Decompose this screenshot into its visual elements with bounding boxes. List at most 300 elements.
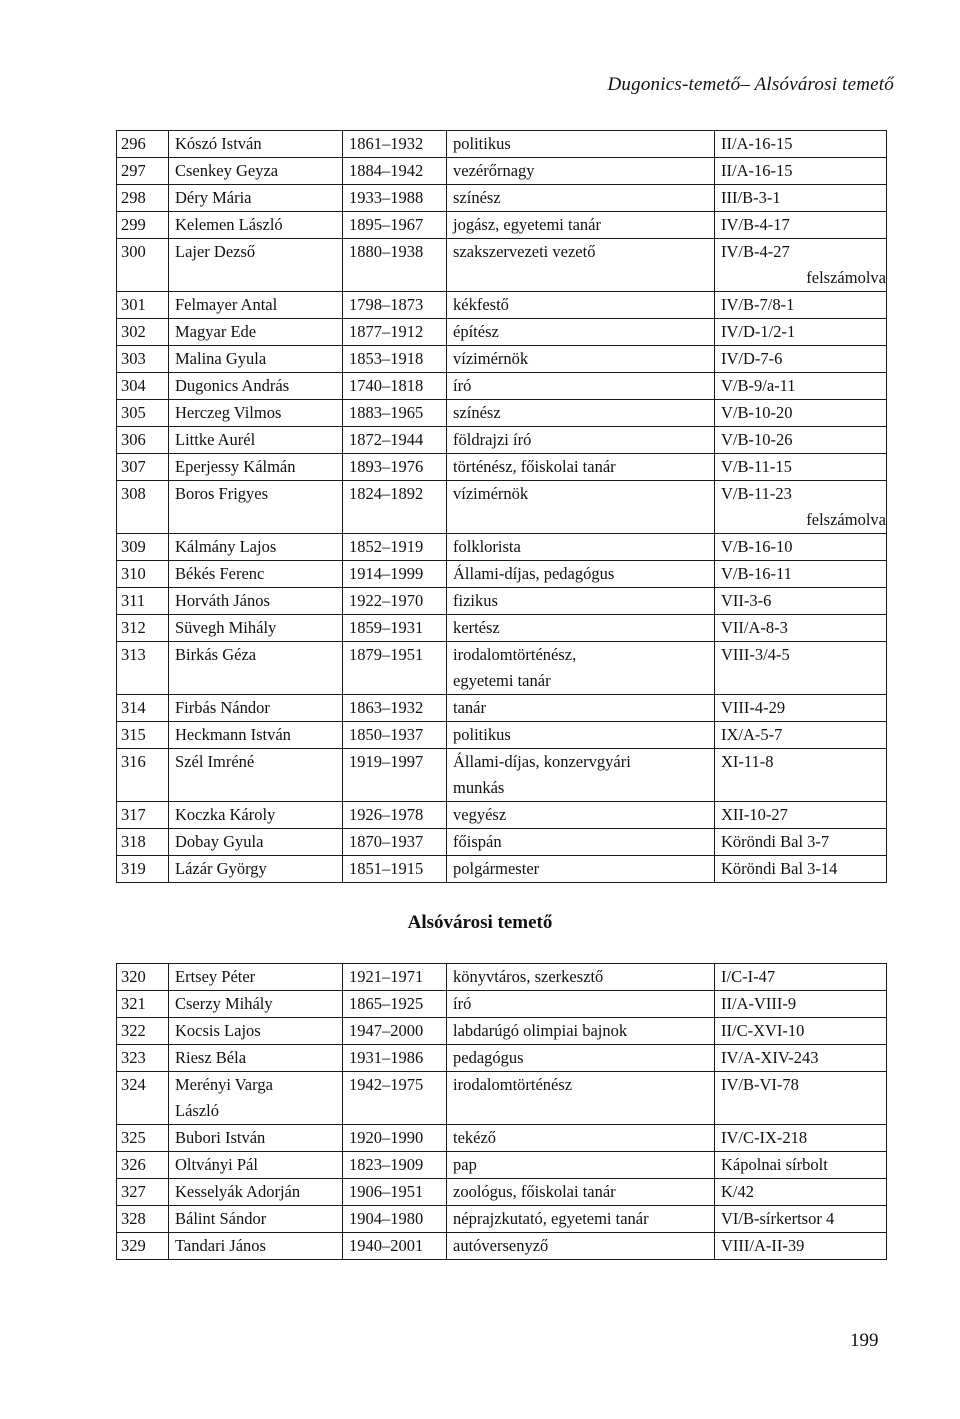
table-row <box>117 427 887 454</box>
cell-grave-location-line: felszámolva <box>806 510 886 529</box>
cell-number: 323 <box>117 1045 169 1072</box>
cell-occupation-line: vízimérnök <box>453 484 529 503</box>
cell-grave-location-line: IV/B-7/8-1 <box>721 295 795 314</box>
cell-years: 1863–1932 <box>343 695 447 722</box>
cell-name <box>169 481 343 534</box>
cell-name-line: Riesz Béla <box>175 1048 247 1067</box>
cell-name-line: Herczeg Vilmos <box>175 403 282 422</box>
cell-name <box>169 1072 343 1125</box>
cell-occupation <box>447 1233 715 1260</box>
cell-grave-location-line: III/B-3-1 <box>721 188 781 207</box>
cell-name <box>169 695 343 722</box>
cell-years: 1865–1925 <box>343 991 447 1018</box>
cell-grave-location <box>715 964 887 991</box>
cell-occupation-line: polgármester <box>453 859 540 878</box>
cell-occupation <box>447 991 715 1018</box>
cell-occupation-line: színész <box>453 188 501 207</box>
cell-number: 314 <box>117 695 169 722</box>
cell-grave-location-line: VI/B-sírkertsor 4 <box>721 1209 835 1228</box>
cell-grave-location <box>715 1072 887 1125</box>
cell-name-line: Déry Mária <box>175 188 252 207</box>
cell-grave-location-line: V/B-11-15 <box>721 457 792 476</box>
cell-name-line: Oltványi Pál <box>175 1155 258 1174</box>
cell-number: 321 <box>117 991 169 1018</box>
cell-years: 1922–1970 <box>343 588 447 615</box>
cell-occupation-line: zoológus, főiskolai tanár <box>453 1182 616 1201</box>
cell-number: 302 <box>117 319 169 346</box>
cell-occupation <box>447 1072 715 1125</box>
cell-occupation <box>447 346 715 373</box>
cell-occupation-line: pap <box>453 1155 477 1174</box>
cell-grave-location-line: VIII-4-29 <box>721 698 786 717</box>
cell-grave-location-line: VIII/A-II-39 <box>721 1236 805 1255</box>
cell-name-line: Eperjessy Kálmán <box>175 457 296 476</box>
cell-name-line: Merényi Varga <box>175 1075 273 1094</box>
cell-occupation-line: irodalomtörténész <box>453 1075 573 1094</box>
cell-years: 1942–1975 <box>343 1072 447 1125</box>
cell-grave-location-line: V/B-9/a-11 <box>721 376 796 395</box>
cell-years: 1824–1892 <box>343 481 447 534</box>
running-header: Dugonics-temető– Alsóvárosi temető <box>607 74 894 95</box>
table-row <box>117 588 887 615</box>
cell-occupation-line: főispán <box>453 832 502 851</box>
cell-occupation <box>447 722 715 749</box>
cell-name <box>169 185 343 212</box>
cell-number: 329 <box>117 1233 169 1260</box>
cell-years: 1870–1937 <box>343 829 447 856</box>
cell-grave-location <box>715 802 887 829</box>
table-row <box>117 695 887 722</box>
cell-occupation <box>447 373 715 400</box>
table-row <box>117 1125 887 1152</box>
cell-grave-location-line: Köröndi Bal 3-14 <box>721 859 838 878</box>
cell-occupation-line: színész <box>453 403 501 422</box>
cell-number: 298 <box>117 185 169 212</box>
cell-name <box>169 856 343 883</box>
cell-name-line: Firbás Nándor <box>175 698 270 717</box>
cell-name-line: Cserzy Mihály <box>175 994 273 1013</box>
cell-name <box>169 427 343 454</box>
cell-name <box>169 829 343 856</box>
cell-grave-location-line: XII-10-27 <box>721 805 788 824</box>
cell-years: 1872–1944 <box>343 427 447 454</box>
cell-years: 1904–1980 <box>343 1206 447 1233</box>
cell-grave-location <box>715 642 887 695</box>
cell-grave-location <box>715 1045 887 1072</box>
cell-grave-location-line: VII-3-6 <box>721 591 772 610</box>
cell-grave-location <box>715 427 887 454</box>
table-row <box>117 346 887 373</box>
cell-name <box>169 802 343 829</box>
cell-name-line: Kesselyák Adorján <box>175 1182 301 1201</box>
cell-occupation-line: folklorista <box>453 537 521 556</box>
cell-name <box>169 964 343 991</box>
cell-number: 325 <box>117 1125 169 1152</box>
cell-name-line: Felmayer Antal <box>175 295 278 314</box>
cell-number: 328 <box>117 1206 169 1233</box>
table-row <box>117 615 887 642</box>
cell-occupation-line: irodalomtörténész, <box>453 645 577 664</box>
cell-grave-location-line: K/42 <box>721 1182 754 1201</box>
cell-name <box>169 346 343 373</box>
cell-number: 317 <box>117 802 169 829</box>
cell-grave-location <box>715 561 887 588</box>
cell-occupation <box>447 964 715 991</box>
cell-grave-location-line: Kápolnai sírbolt <box>721 1155 828 1174</box>
cell-name <box>169 239 343 292</box>
cell-grave-location-line: IV/D-7-6 <box>721 349 783 368</box>
cell-name <box>169 588 343 615</box>
cell-years: 1798–1873 <box>343 292 447 319</box>
cell-grave-location <box>715 1179 887 1206</box>
cell-years: 1851–1915 <box>343 856 447 883</box>
cell-grave-location-line: V/B-10-26 <box>721 430 793 449</box>
cell-years: 1919–1997 <box>343 749 447 802</box>
table-row <box>117 534 887 561</box>
table-row <box>117 802 887 829</box>
cell-occupation-line: pedagógus <box>453 1048 524 1067</box>
table-row <box>117 1233 887 1260</box>
cell-number: 304 <box>117 373 169 400</box>
cell-name <box>169 1179 343 1206</box>
cell-name <box>169 749 343 802</box>
cell-grave-location <box>715 1125 887 1152</box>
cell-number: 311 <box>117 588 169 615</box>
cell-years: 1947–2000 <box>343 1018 447 1045</box>
cell-grave-location-line: II/A-16-15 <box>721 161 793 180</box>
cell-occupation <box>447 239 715 292</box>
cell-grave-location <box>715 185 887 212</box>
cell-occupation-line: történész, főiskolai tanár <box>453 457 616 476</box>
cell-years: 1933–1988 <box>343 185 447 212</box>
cell-name-line: Csenkey Geyza <box>175 161 279 180</box>
cell-years: 1893–1976 <box>343 454 447 481</box>
cell-name-line: Bálint Sándor <box>175 1209 267 1228</box>
cell-grave-location <box>715 239 887 292</box>
cell-grave-location <box>715 1018 887 1045</box>
cell-number: 308 <box>117 481 169 534</box>
cell-grave-location-line: IV/B-4-27 <box>721 242 790 261</box>
cell-occupation-line: Állami-díjas, pedagógus <box>453 564 615 583</box>
cell-grave-location-line: IV/D-1/2-1 <box>721 322 796 341</box>
table-row <box>117 856 887 883</box>
cell-years: 1853–1918 <box>343 346 447 373</box>
cell-grave-location-line: VIII-3/4-5 <box>721 645 790 664</box>
cell-grave-location <box>715 373 887 400</box>
cell-number: 301 <box>117 292 169 319</box>
cell-occupation <box>447 1206 715 1233</box>
cell-occupation-line: politikus <box>453 134 511 153</box>
cell-number: 303 <box>117 346 169 373</box>
cell-occupation-line: kékfestő <box>453 295 509 314</box>
cell-occupation <box>447 802 715 829</box>
cell-occupation-line: néprajzkutató, egyetemi tanár <box>453 1209 649 1228</box>
cell-occupation-line: szakszervezeti vezető <box>453 242 596 261</box>
cell-number: 307 <box>117 454 169 481</box>
cell-name <box>169 373 343 400</box>
cell-occupation <box>447 534 715 561</box>
cell-name-line: Szél Imréné <box>175 752 255 771</box>
cell-years: 1877–1912 <box>343 319 447 346</box>
cell-number: 315 <box>117 722 169 749</box>
table-row <box>117 292 887 319</box>
table-row <box>117 319 887 346</box>
cell-name <box>169 1018 343 1045</box>
cell-occupation-line: vezérőrnagy <box>453 161 535 180</box>
cell-name <box>169 212 343 239</box>
table-row <box>117 1045 887 1072</box>
cell-grave-location-line: II/A-16-15 <box>721 134 793 153</box>
cell-occupation-line: egyetemi tanár <box>453 671 551 690</box>
cell-occupation <box>447 829 715 856</box>
alsovarosi-cemetery-table <box>116 963 887 1260</box>
cell-grave-location <box>715 1233 887 1260</box>
cell-number: 309 <box>117 534 169 561</box>
cell-number: 297 <box>117 158 169 185</box>
cell-years: 1926–1978 <box>343 802 447 829</box>
cell-name <box>169 158 343 185</box>
cell-occupation <box>447 615 715 642</box>
cell-name <box>169 131 343 158</box>
cell-grave-location <box>715 534 887 561</box>
cell-number: 300 <box>117 239 169 292</box>
cell-name <box>169 1233 343 1260</box>
cell-years: 1859–1931 <box>343 615 447 642</box>
cell-grave-location-line: VII/A-8-3 <box>721 618 788 637</box>
cell-number: 320 <box>117 964 169 991</box>
cell-occupation-line: munkás <box>453 778 505 797</box>
cell-name-line: Boros Frigyes <box>175 484 269 503</box>
cell-grave-location <box>715 749 887 802</box>
table-row <box>117 1152 887 1179</box>
cell-name <box>169 1206 343 1233</box>
table-row <box>117 964 887 991</box>
cell-occupation-line: író <box>453 994 472 1013</box>
cell-years: 1852–1919 <box>343 534 447 561</box>
cell-name <box>169 561 343 588</box>
cell-number: 305 <box>117 400 169 427</box>
cell-grave-location <box>715 292 887 319</box>
cell-years: 1895–1967 <box>343 212 447 239</box>
cell-years: 1921–1971 <box>343 964 447 991</box>
cell-years: 1879–1951 <box>343 642 447 695</box>
cell-occupation-line: könyvtáros, szerkesztő <box>453 967 604 986</box>
cell-name-line: Magyar Ede <box>175 322 257 341</box>
cell-occupation <box>447 454 715 481</box>
cell-number: 310 <box>117 561 169 588</box>
cell-grave-location <box>715 1152 887 1179</box>
cell-grave-location <box>715 991 887 1018</box>
cell-occupation <box>447 1045 715 1072</box>
table-row <box>117 454 887 481</box>
table-row <box>117 722 887 749</box>
cell-grave-location-line: V/B-10-20 <box>721 403 793 422</box>
table-row <box>117 1018 887 1045</box>
cell-grave-location <box>715 319 887 346</box>
cell-occupation <box>447 561 715 588</box>
cell-name <box>169 1045 343 1072</box>
cell-name-line: Tandari János <box>175 1236 266 1255</box>
cell-number: 326 <box>117 1152 169 1179</box>
cell-grave-location <box>715 131 887 158</box>
cell-name <box>169 400 343 427</box>
cell-grave-location-line: V/B-16-10 <box>721 537 793 556</box>
cell-name <box>169 292 343 319</box>
cell-grave-location <box>715 346 887 373</box>
cell-occupation <box>447 1179 715 1206</box>
cell-number: 319 <box>117 856 169 883</box>
cell-grave-location-line: IV/B-VI-78 <box>721 1075 799 1094</box>
table-row <box>117 185 887 212</box>
cell-grave-location <box>715 400 887 427</box>
cell-grave-location-line: IV/A-XIV-243 <box>721 1048 819 1067</box>
cell-name-line: Littke Aurél <box>175 430 256 449</box>
cell-name-line: László <box>175 1101 219 1120</box>
cell-number: 299 <box>117 212 169 239</box>
cell-occupation <box>447 749 715 802</box>
cell-occupation <box>447 588 715 615</box>
cell-grave-location-line: Köröndi Bal 3-7 <box>721 832 830 851</box>
cell-occupation-line: jogász, egyetemi tanár <box>453 215 601 234</box>
cell-number: 312 <box>117 615 169 642</box>
cell-grave-location-line: V/B-11-23 <box>721 484 792 503</box>
cell-occupation-line: labdarúgó olimpiai bajnok <box>453 1021 628 1040</box>
cell-grave-location <box>715 158 887 185</box>
cell-name-line: Bubori István <box>175 1128 266 1147</box>
cell-years: 1740–1818 <box>343 373 447 400</box>
cell-number: 324 <box>117 1072 169 1125</box>
cell-number: 322 <box>117 1018 169 1045</box>
cell-name-line: Békés Ferenc <box>175 564 265 583</box>
cell-name <box>169 642 343 695</box>
cell-name <box>169 991 343 1018</box>
cell-name-line: Kószó István <box>175 134 262 153</box>
cell-occupation <box>447 158 715 185</box>
section-title-alsovarosi: Alsóvárosi temető <box>407 912 553 933</box>
cell-number: 318 <box>117 829 169 856</box>
cell-years: 1850–1937 <box>343 722 447 749</box>
cell-years: 1920–1990 <box>343 1125 447 1152</box>
cell-years: 1823–1909 <box>343 1152 447 1179</box>
cell-grave-location-line: XI-11-8 <box>721 752 774 771</box>
cell-name <box>169 615 343 642</box>
cell-grave-location <box>715 856 887 883</box>
cell-occupation-line: író <box>453 376 472 395</box>
table-row <box>117 642 887 695</box>
cell-years: 1880–1938 <box>343 239 447 292</box>
cell-occupation <box>447 319 715 346</box>
cell-years: 1914–1999 <box>343 561 447 588</box>
cell-name <box>169 722 343 749</box>
cell-grave-location <box>715 615 887 642</box>
cell-years: 1906–1951 <box>343 1179 447 1206</box>
cell-name-line: Koczka Károly <box>175 805 276 824</box>
cell-name <box>169 1152 343 1179</box>
table-row <box>117 239 887 292</box>
cell-grave-location-line: II/C-XVI-10 <box>721 1021 805 1040</box>
cell-occupation <box>447 1018 715 1045</box>
cell-name-line: Dugonics András <box>175 376 290 395</box>
cell-name-line: Kálmány Lajos <box>175 537 277 556</box>
cell-occupation <box>447 856 715 883</box>
cell-number: 313 <box>117 642 169 695</box>
cell-grave-location <box>715 829 887 856</box>
cell-occupation-line: vegyész <box>453 805 507 824</box>
cell-occupation <box>447 1152 715 1179</box>
table-row <box>117 131 887 158</box>
cell-occupation <box>447 185 715 212</box>
cell-occupation <box>447 131 715 158</box>
cell-years: 1931–1986 <box>343 1045 447 1072</box>
cell-occupation-line: fizikus <box>453 591 498 610</box>
cell-occupation-line: politikus <box>453 725 511 744</box>
cell-number: 306 <box>117 427 169 454</box>
cell-name <box>169 319 343 346</box>
cell-name-line: Malina Gyula <box>175 349 267 368</box>
table-row <box>117 158 887 185</box>
table-row <box>117 373 887 400</box>
cell-name-line: Heckmann István <box>175 725 291 744</box>
cell-name-line: Dobay Gyula <box>175 832 264 851</box>
cell-name-line: Ertsey Péter <box>175 967 256 986</box>
cell-number: 327 <box>117 1179 169 1206</box>
cell-grave-location-line: I/C-I-47 <box>721 967 776 986</box>
cell-number: 316 <box>117 749 169 802</box>
cell-name-line: Birkás Géza <box>175 645 257 664</box>
cell-occupation-line: kertész <box>453 618 500 637</box>
cell-occupation-line: építész <box>453 322 499 341</box>
cell-years: 1883–1965 <box>343 400 447 427</box>
cell-grave-location <box>715 588 887 615</box>
cell-occupation-line: Állami-díjas, konzervgyári <box>453 752 631 771</box>
cell-years: 1940–2001 <box>343 1233 447 1260</box>
table-row <box>117 400 887 427</box>
cell-occupation-line: földrajzi író <box>453 430 532 449</box>
cell-occupation <box>447 212 715 239</box>
cell-years: 1884–1942 <box>343 158 447 185</box>
page-number: 199 <box>850 1330 879 1351</box>
table-row <box>117 212 887 239</box>
cell-grave-location <box>715 212 887 239</box>
table-row <box>117 1206 887 1233</box>
cell-years: 1861–1932 <box>343 131 447 158</box>
cell-name <box>169 454 343 481</box>
table-row <box>117 829 887 856</box>
cell-occupation-line: vízimérnök <box>453 349 529 368</box>
table-row <box>117 561 887 588</box>
cell-occupation <box>447 292 715 319</box>
cell-grave-location <box>715 454 887 481</box>
cell-occupation <box>447 695 715 722</box>
cell-name <box>169 534 343 561</box>
cell-name-line: Lázár György <box>175 859 267 878</box>
table-row <box>117 1179 887 1206</box>
table-row <box>117 481 887 534</box>
cell-grave-location-line: felszámolva <box>806 268 886 287</box>
dugonics-cemetery-table <box>116 130 887 883</box>
cell-name-line: Lajer Dezső <box>175 242 256 261</box>
cell-name-line: Horváth János <box>175 591 270 610</box>
cell-grave-location <box>715 695 887 722</box>
cell-number: 296 <box>117 131 169 158</box>
cell-grave-location <box>715 481 887 534</box>
cell-occupation-line: tanár <box>453 698 486 717</box>
cell-name-line: Kelemen László <box>175 215 283 234</box>
cell-occupation <box>447 481 715 534</box>
cell-occupation <box>447 400 715 427</box>
cell-grave-location-line: IV/B-4-17 <box>721 215 790 234</box>
cell-occupation <box>447 427 715 454</box>
